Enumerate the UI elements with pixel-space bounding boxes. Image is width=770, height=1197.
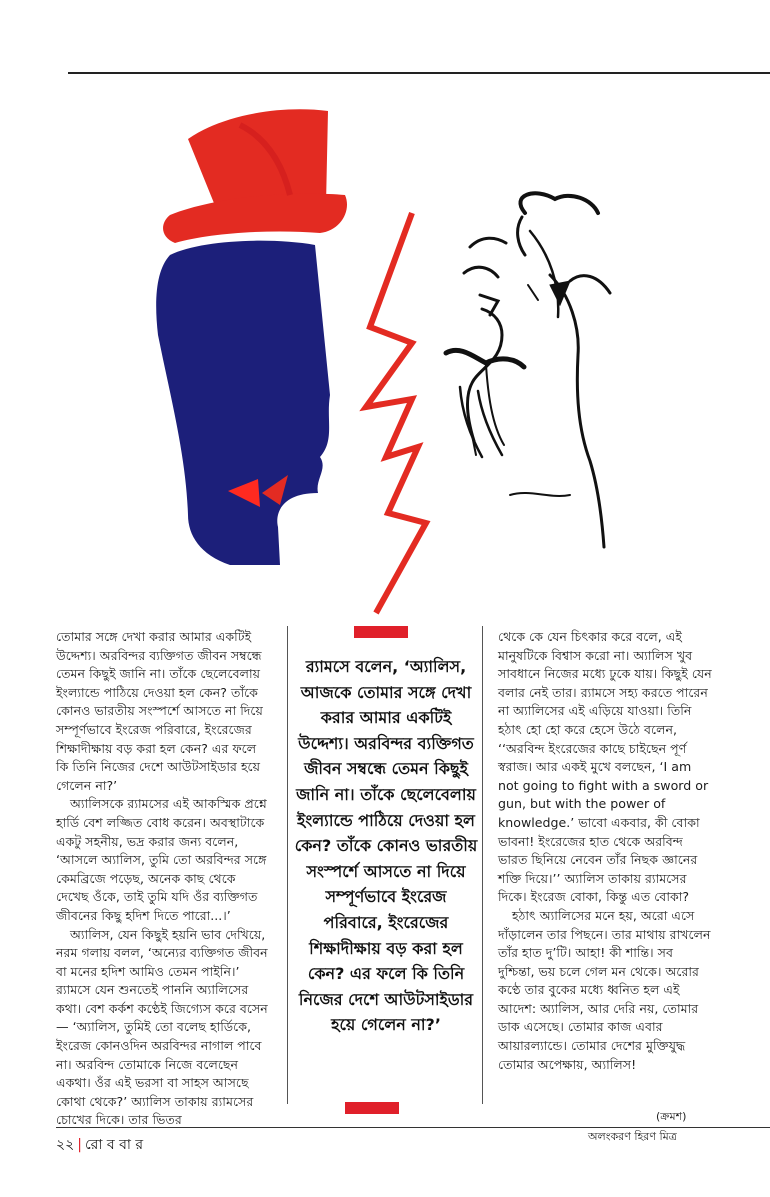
bearded-man-sketch [446, 193, 610, 547]
body-paragraph: তোমার সঙ্গে দেখা করার আমার একটিই উদ্দেশ্য। অরবিন্দর ব্যক্তিগত জীবন সম্বন্ধে তেমন কিছুই জানি না। তাঁকে ছেলেবেলায় ইংল্যান্ডে পাঠিয়ে দেওয়া হল কেন? তাঁকে কোনও ভারতীয় সংস্পর্শে আসতে না দিয়ে সম্পূর্ণভাবে ইংরেজ পরিবারে, ইংরেজের শিক্ষাদীক্ষায় বড় করা হল কেন? এর ফলে কি তিনি নিজের দেশে আউটসাইডার হয়ে গেলেন না?’ [56, 629, 263, 793]
page-number: ২২ [56, 1137, 75, 1153]
continued-label: (ক্রমশ) [656, 1110, 687, 1123]
column-divider-right [482, 626, 483, 1104]
column-divider-left [287, 626, 288, 1104]
pull-quote: র‍্যামসে বলেন, ‘অ্যালিস, আজকে তোমার সঙ্গে দেখা করার আমার একটিই উদ্দেশ্য। অরবিন্দর ব্যক্তিগত জীবন সম্বন্ধে তেমন কিছুই জানি না। তাঁকে ছেলেবেলায় ইংল্যান্ডে পাঠিয়ে দেওয়া হল কেন? তাঁকে কোনও ভারতীয় সংস্পর্শে আসতে না দিয়ে সম্পূর্ণভাবে ইংরেজ পরিবারে, ইংরেজের শিক্ষাদীক্ষায় বড় করা হল কেন? এর ফলে কি তিনি নিজের দেশে আউটসাইডার হয়ে গেলেন না?’ [294, 657, 478, 1035]
pull-quote-bar-bottom [345, 1102, 399, 1114]
body-paragraph: হঠাৎ অ্যালিসের মনে হয়, অরো এসে দাঁড়ালেন তার পিছনে। তার মাথায় রাখলেন তাঁর হাত দু’টি। আহা! কী শান্তি। সব দুশ্চিন্তা, ভয় চলে গেল মন থেকে। অরোর কণ্ঠে তার বুকের মধ্যে ধ্বনিত হল এই আদেশ: অ্যালিস, আর দেরি নয়, তোমার ডাক এসেছে। তোমার কাজ এবার আয়ারল্যান্ডে। তোমার দেশের মুক্তিযুদ্ধ তোমার অপেক্ষায়, অ্যালিস! [498, 907, 711, 1072]
body-paragraph: থেকে কে যেন চিৎকার করে বলে, এই মানুষটিকে বিশ্বাস করো না। অ্যালিস খুব সাবধানে নিজের মধ্যে ঢুকে যায়। কিছুই যেন বলার নেই তার। র‍্যামসে সহ্য করতে পারেন না অ্যালিসের এই এড়িয়ে যাওয়া। তিনি হঠাৎ হো হো করে হেসে উঠে বলেন, ‘‘অরবিন্দ ইংরেজের কাছে চাইছেন পূর্ণ স্বরাজ। আর একই মুখে বলছেন, ‘I am not going to fight with a sword or gun, but with the power of knowledge.’ ভাবো একবার, কী বোকা ভাবনা! ইংরেজের হাত থেকে অরবিন্দ ভারত ছিনিয়ে নেবেন তাঁর নিছক জ্ঞানের শক্তি দিয়ে।’’ অ্যালিস তাকায় র‍্যামসের দিকে। ইংরেজ বোকা, কিন্তু এত বোকা? [498, 629, 712, 905]
pull-quote-bar-top [354, 626, 408, 638]
top-hat-drawing [163, 109, 347, 243]
body-paragraph: অ্যালিসকে র‍্যামসের এই আকস্মিক প্রশ্নে হার্ডি বেশ লজ্জিত বোধ করেন। অবস্থাটাকে একটু সহনীয়, ভদ্র করার জন্য বলেন, ‘আসলে অ্যালিস, তুমি তো অরবিন্দর সঙ্গে কেমব্রিজে পড়েছ, অনেক কাছ থেকে দেখেছ ওঁকে, তাই তুমি যদি ওঁর ব্যক্তিগত জীবনের কিছু হদিশ দিতে পারো...।’ [56, 796, 267, 923]
page-folio [56, 1133, 143, 1157]
illustration-credit: অলংকরণ হিরণ মিত্র [588, 1130, 677, 1143]
body-paragraph: অ্যালিস, যেন কিছুই হয়নি ভাব দেখিয়ে, নরম গলায় বলল, ‘অন্যের ব্যক্তিগত জীবন বা মনের হদিশ আমিও তেমন পাইনি।’ র‍্যামসে যেন শুনতেই পাননি অ্যালিসের কথা। বেশ কর্কশ কণ্ঠেই জিগ্যেস করে বসেন— ‘অ্যালিস, তুমিই তো বলেছ হার্ডিকে, ইংরেজ কোনওদিন অরবিন্দর নাগাল পাবে না। অরবিন্দ তোমাকে নিজে বলেছেন একথা। ওঁর এই ভরসা বা সাহস আসছে কোথা থেকে?’ অ্যালিস তাকায় র‍্যামসের চোখের দিকে। তার ভিতর [56, 926, 268, 1128]
illustration [130, 95, 710, 615]
top-rule [68, 72, 770, 74]
lightning-zigzag-drawing [366, 213, 426, 613]
folio-separator: | [77, 1137, 82, 1153]
silhouette-head-drawing [156, 241, 330, 565]
magazine-name: রো ব বা র [84, 1137, 144, 1153]
article-right-column [498, 628, 712, 1074]
article-left-column [56, 628, 270, 1130]
